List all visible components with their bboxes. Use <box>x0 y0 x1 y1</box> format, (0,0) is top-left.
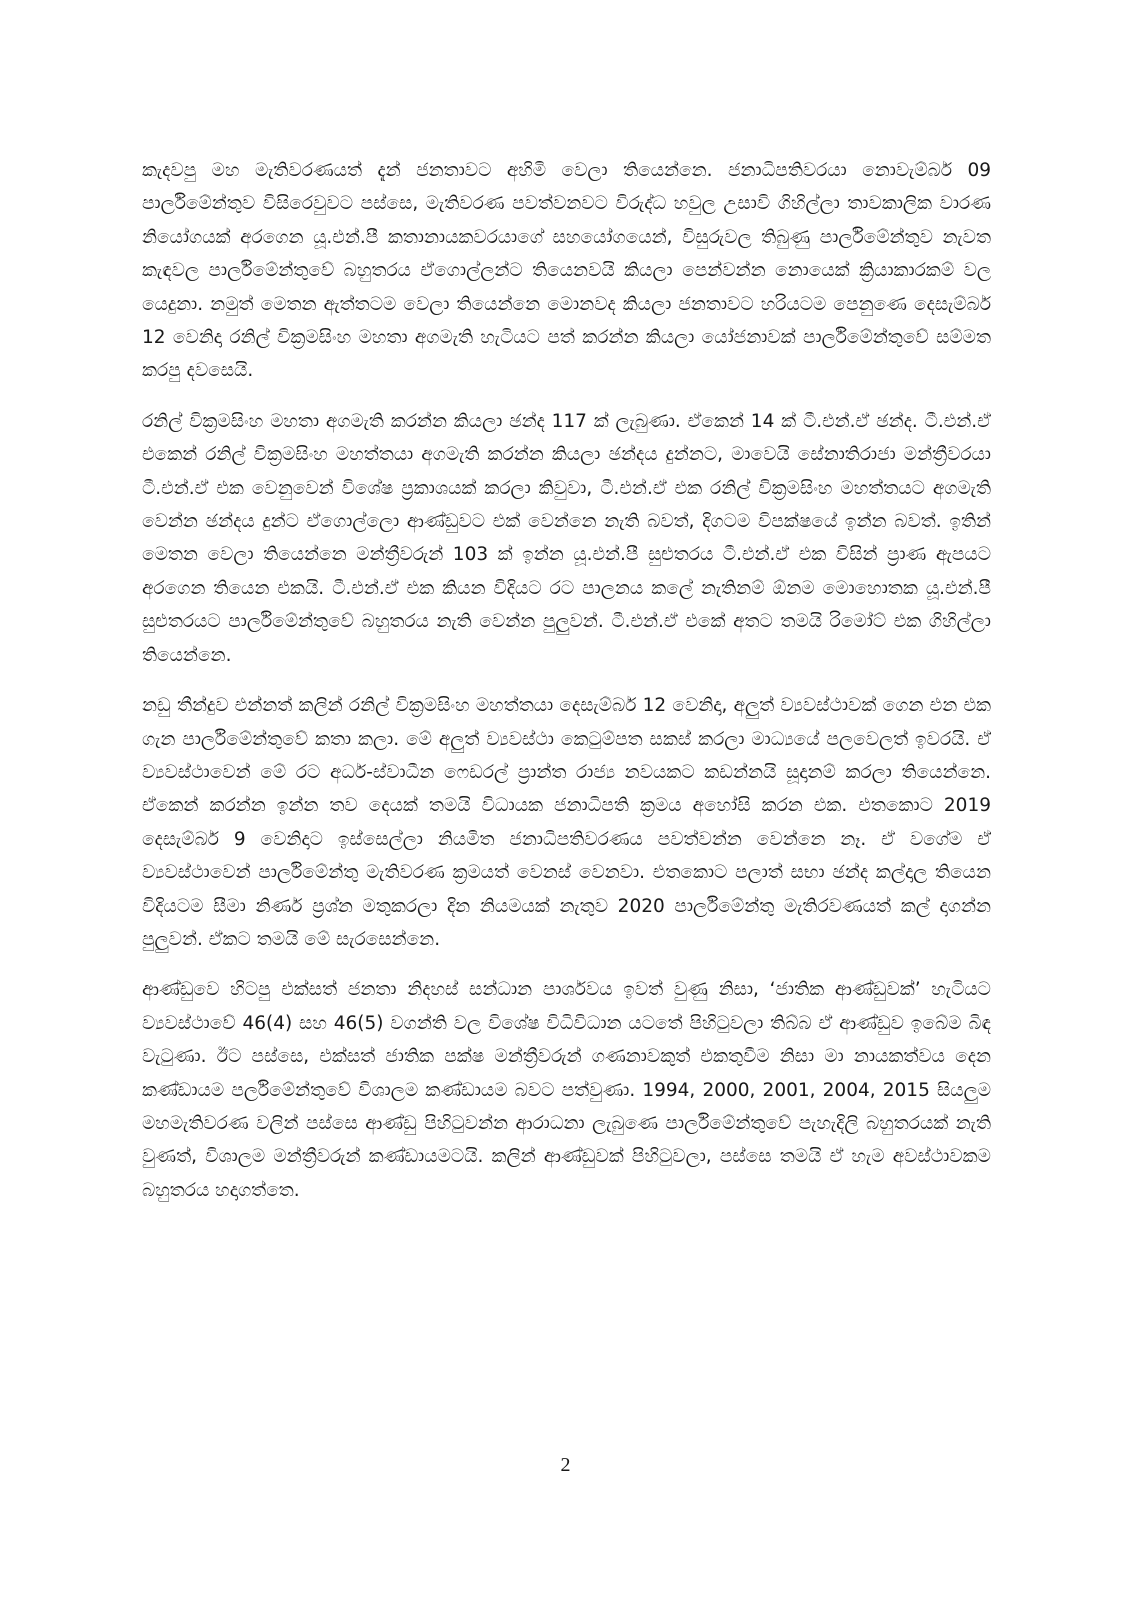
paragraph-1: කැදවපු මහ මැතිවරණයත් දැන් ජනතාවට අහිමි වෙලා තියෙන්නෙ. ජනාධිපතිවරයා නොවැම්බර් 09 පාර්ලිමේන්තුව විසිරෙවුවට පස්සෙ, මැතිවරණ පවත්වනවට විරුද්ධ හවුල උසාවි ගිහිල්ලා තාවකාලික වාරණ නියෝගයක් අරගෙන යූ.එන්.පී කතානායකවරයාගේ සහයෝගයෙන්, විසුරුවල තිබුණු පාර්ලිමේන්තුව නැවත කැඳවල පාර්ලිමේන්තුවේ බහුතරය ඒගොල්ලන්ට තියෙනවයි කියලා පෙන්වන්න නොයෙක් ක්‍රියාකාරකම් වල යෙදුනා. නමුත් මෙතන ඇත්තටම වෙලා තියෙන්නෙ මොනවද කියලා ජනතාවට හරියටම පෙනුණෙ දෙසැම්බර් 12 වෙනිදා රනිල් වික්‍රමසිංහ මහතා අගමැති හැටියට පත් කරන්න කියලා යෝජනාවක් පාර්ලිමේන්තුවේ සම්මත කරපු දවසෙයි. <box>142 160 991 382</box>
page-number: 2 <box>560 1454 571 1476</box>
paragraph-2: රනිල් වික්‍රමසිංහ මහතා අගමැති කරන්න කියලා ඡන්ද 117 ක් ලැබුණා. ඒකෙන් 14 ක් ටී.එන්.ඒ ඡන්ද. ටී.එන්.ඒ එකෙන් රනිල් වික්‍රමසිංහ මහත්තයා අගමැති කරන්න කියලා ඡන්දය දුන්නට, මාවෙයි සේනාතිරාජා මන්ත්‍රීවරයා ටී.එන්.ඒ එක වෙනුවෙන් විශේෂ ප්‍රකාශයක් කරලා කිවුවා, ටී.එන්.ඒ එක රනිල් වික්‍රමසිංහ මහත්තයට අගමැති වෙන්න ඡන්දය දුන්ට ඒගොල්ලො ආණ්ඩුවට එක් වෙන්නෙ නැති බවත්, දිගටම විපක්ෂයේ ඉන්න බවත්. ඉතින් මෙතන වෙලා තියෙන්නෙ මන්ත්‍රීවරුන් 103 ක් ඉන්න යූ.එන්.පී සුළුතරය ටී.එන්.ඒ එක විසින් ප්‍රාණ ඇපයට අරගෙන තියෙන එකයි. ටී.එන්.ඒ එක කියන විදියට රට පාලනය කලේ නැතිනම් ඕනම මොහොතක යූ.එන්.පී සුළුතරයට පාර්ලිමේන්තුවේ බහුතරය නැති වෙන්න පුලුවන්. ටී.එන්.ඒ එකේ අතට තමයි රිමෝට් එක ගිහිල්ලා තියෙන්නෙ. <box>142 410 991 666</box>
paragraph-4: ආණ්ඩුවෙ හිටපු එක්සත් ජනතා නිදහස් සන්ධාන පාර්ශවය ඉවත් වුණු නිසා, ‘ජාතික ආණ්ඩුවක්’ හැටියට ව්‍යවස්ථාවේ 46(4) සහ 46(5) වගන්ති වල විශේෂ විධිවිධාන යටතේ පිහිටුවලා තිබ්බ ඒ ආණ්ඩුව ඉබේම බිඳ වැටුණා. ඊට පස්සෙ, එක්සත් ජාතික පක්ෂ මන්ත්‍රීවරුන් ගණනාවකුත් එකතුවීම නිසා මා නායකත්වය දෙන කණ්ඩායම පර්ලිමේන්තුවේ විශාලම කණ්ඩායම බවට පත්වුණා. 1994, 2000, 2001, 2004, 2015 සියලුම මහමැතිවරණ වලින් පස්සෙ ආණ්ඩු පිහිටුවන්න ආරාධනා ලැබුණෙ පාර්ලිමේන්තුවේ පැහැදිලි බහුතරයක් නැති වුණත්, විශාලම මන්ත්‍රීවරුන් කණ්ඩායමටයි. කලින් ආණ්ඩුවක් පිහිටුවලා, පස්සෙ තමයි ඒ හැම අවස්ථාවකම බහුතරය හදාගත්තෙ. <box>142 979 991 1201</box>
paragraph-3: නඩු තීන්දුව එන්නත් කලින් රනිල් වික්‍රමසිංහ මහත්තයා දෙසැම්බර් 12 වෙනිදා, අලුත් ව්‍යවස්ථාවක් ගෙන එන එක ගැන පාර්ලිමේන්තුවේ කතා කලා. මේ අලුත් ව්‍යවස්ථා කෙටුම්පත සකස් කරලා මාධ්‍යයේ පලවෙලත් ඉවරයි. ඒ ව්‍යවස්ථාවෙන් මේ රට අර්ධ-ස්වාධීන ෆෙඩරල් ප්‍රාන්ත රාජ්‍ය නවයකට කඩන්නයි සූදානම් කරලා තියෙන්නෙ. ඒකෙන් කරන්න ඉන්න තව දෙයක් තමයි විධායක ජනාධිපති ක්‍රමය අහෝසි කරන එක. එතකොට 2019 දෙසැම්බර් 9 වෙනිදාට ඉස්සෙල්ලා නියමිත ජනාධිපතිවරණය පවත්වන්න වෙන්නෙ නෑ. ඒ වගේම ඒ ව්‍යවස්ථාවෙන් පාර්ලිමේන්තු මැතිවරණ ක්‍රමයත් වෙනස් වෙනවා. එතකොට පලාත් සභා ඡන්ද කල්දාල තියෙන විදියටම සීමා නිර්ණ ප්‍රශ්න මතුකරලා දින නියමයක් නැතුව 2020 පාර්ලිමේන්තු මැතිරවණයත් කල් දාගන්න පුලුවන්. ඒකට තමයි මේ සැරසෙන්නෙ. <box>142 695 991 950</box>
body-text <box>142 154 991 1224</box>
